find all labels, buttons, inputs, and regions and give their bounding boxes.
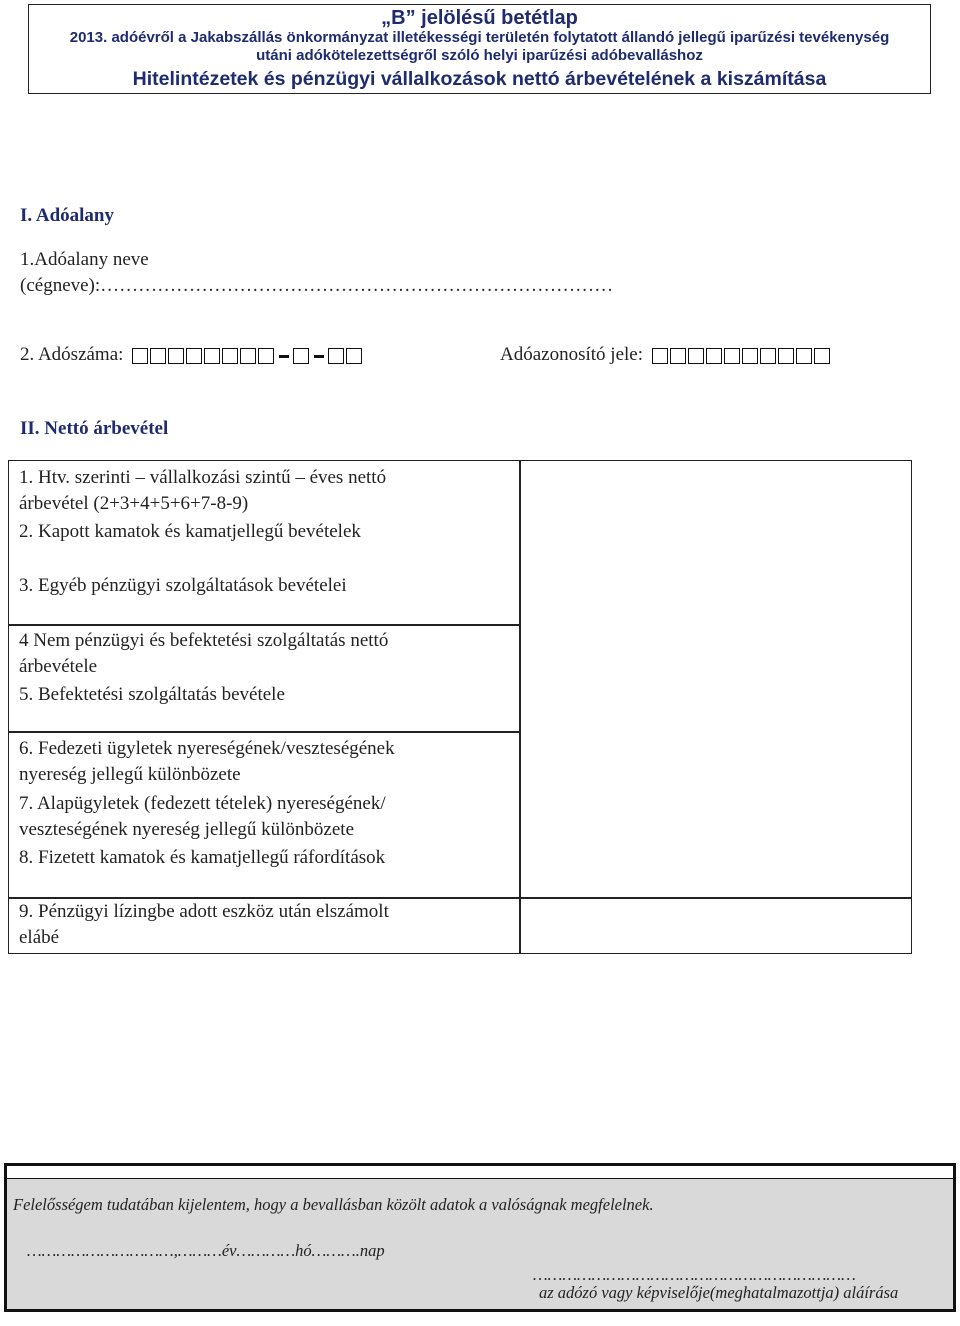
- net-revenue-table: [8, 460, 912, 954]
- table-row: 8. Fizetett kamatok és kamatjellegű ráfordítások: [19, 847, 386, 868]
- section-net-revenue-heading: II. Nettó árbevétel: [20, 418, 169, 439]
- tax-id-label: Adóazonosító jele:: [500, 344, 643, 365]
- declaration-statement: Felelősségem tudatában kijelentem, hogy a bevallásban közölt adatok a valóságnak megfelelnek.: [13, 1195, 654, 1214]
- form-subtitle-line-1: 2013. adóévről a Jakabszállás önkormányzat illetékességi területén folytatott állandó jellegű iparűzési tevékenység: [69, 29, 890, 46]
- tax-id-row: [500, 342, 832, 369]
- table-row: 4 Nem pénzügyi és befektetési szolgáltatás nettó árbevétele: [19, 630, 389, 677]
- date-field[interactable]: …………………………,………év…………hó……….nap: [27, 1241, 385, 1260]
- taxpayer-name-label: 1.Adóalany neve: [20, 249, 149, 270]
- net-revenue-value-field[interactable]: [521, 461, 911, 897]
- signature-label: az adózó vagy képviselője(meghatalmazottja) aláírása: [539, 1283, 899, 1302]
- declaration-box: [4, 1163, 956, 1312]
- form-header: [28, 4, 931, 94]
- tax-id-boxes[interactable]: [652, 343, 832, 369]
- tax-number-label: 2. Adószáma:: [20, 344, 124, 365]
- tax-number-boxes[interactable]: [132, 343, 364, 369]
- tax-number-row: [20, 342, 364, 369]
- form-subtitle-line-2: utáni adókötelezettségről szóló helyi iparűzési adóbevalláshoz: [256, 47, 703, 64]
- section-taxpayer-heading: I. Adóalany: [20, 205, 114, 226]
- table-row: 1. Htv. szerinti – vállalkozási szintű – éves nettó árbevétel (2+3+4+5+6+7-8-9): [19, 467, 387, 514]
- signature-field[interactable]: …………………………………………………………: [533, 1265, 856, 1284]
- table-row: 9. Pénzügyi lízingbe adott eszköz után elszámolt elábé: [19, 901, 389, 948]
- form-title: „B” jelölésű betétlap: [381, 7, 578, 29]
- table-row: 5. Befektetési szolgáltatás bevétele: [19, 684, 285, 705]
- table-row: 2. Kapott kamatok és kamatjellegű bevételek: [19, 521, 361, 542]
- table-row: 6. Fedezeti ügyletek nyereségének/veszteségének nyereség jellegű különbözete: [19, 738, 395, 785]
- table-row: 3. Egyéb pénzügyi szolgáltatások bevételei: [19, 575, 347, 596]
- form-subtitle-line-3: Hitelintézetek és pénzügyi vállalkozások nettó árbevételének a kiszámítása: [132, 68, 827, 90]
- table-row: 7. Alapügyletek (fedezett tételek) nyereségének/ veszteségének nyereség jellegű különbözete: [19, 793, 386, 840]
- taxpayer-name-field[interactable]: (cégneve):………………………………………………………………………: [20, 275, 614, 296]
